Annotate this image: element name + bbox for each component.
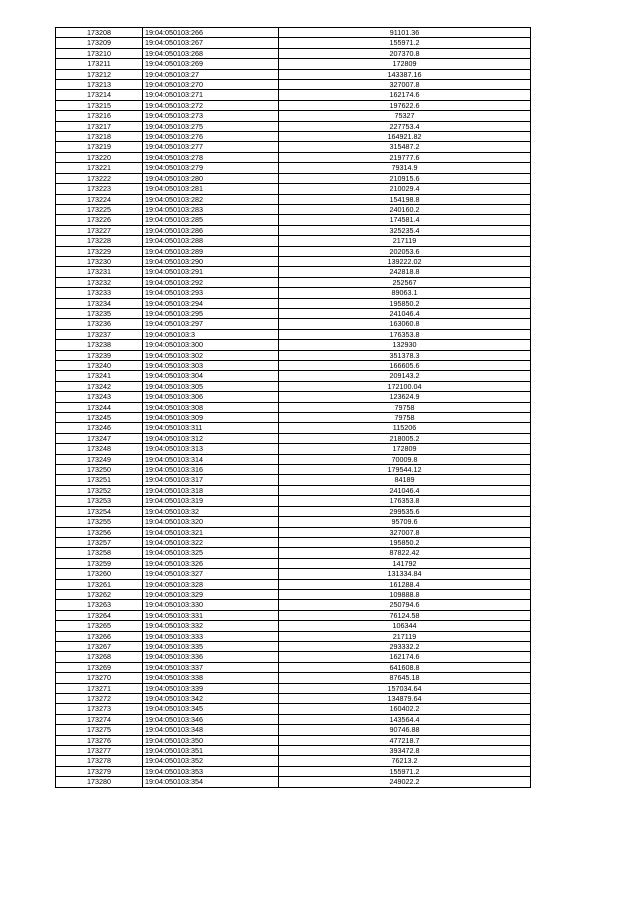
table-row: [56, 735, 531, 745]
table-row: [56, 340, 531, 350]
value-cell: 477218.7: [279, 735, 531, 745]
row-number-cell: 173225: [56, 204, 143, 214]
row-number-cell: 173250: [56, 465, 143, 475]
value-cell: 76124.58: [279, 610, 531, 620]
table-row: [56, 454, 531, 464]
row-number-cell: 173256: [56, 527, 143, 537]
row-number-cell: 173257: [56, 537, 143, 547]
value-cell: 179544.12: [279, 465, 531, 475]
value-cell: 106344: [279, 621, 531, 631]
cadastral-number-cell: 19:04:050103:331: [143, 610, 279, 620]
value-cell: 195850.2: [279, 537, 531, 547]
value-cell: 202053.6: [279, 246, 531, 256]
value-cell: 176353.8: [279, 496, 531, 506]
row-number-cell: 173277: [56, 746, 143, 756]
table-row: [56, 256, 531, 266]
value-cell: 109888.8: [279, 589, 531, 599]
value-cell: 79314.9: [279, 163, 531, 173]
value-cell: 325235.4: [279, 225, 531, 235]
cadastral-number-cell: 19:04:050103:3: [143, 329, 279, 339]
cadastral-number-cell: 19:04:050103:318: [143, 485, 279, 495]
value-cell: 155971.2: [279, 38, 531, 48]
table-row: [56, 246, 531, 256]
value-cell: 132930: [279, 340, 531, 350]
table-row: [56, 392, 531, 402]
table-row: [56, 236, 531, 246]
value-cell: 76213.2: [279, 756, 531, 766]
cadastral-number-cell: 19:04:050103:346: [143, 714, 279, 724]
value-cell: 157034.64: [279, 683, 531, 693]
value-cell: 131334.84: [279, 569, 531, 579]
row-number-cell: 173236: [56, 319, 143, 329]
cadastral-number-cell: 19:04:050103:275: [143, 121, 279, 131]
table-row: [56, 631, 531, 641]
table-row: [56, 485, 531, 495]
cadastral-number-cell: 19:04:050103:332: [143, 621, 279, 631]
value-cell: 209143.2: [279, 371, 531, 381]
cadastral-number-cell: 19:04:050103:300: [143, 340, 279, 350]
value-cell: 141792: [279, 558, 531, 568]
table-row: [56, 465, 531, 475]
row-number-cell: 173218: [56, 132, 143, 142]
row-number-cell: 173271: [56, 683, 143, 693]
value-cell: 79758: [279, 413, 531, 423]
table-row: [56, 444, 531, 454]
table-row: [56, 288, 531, 298]
row-number-cell: 173247: [56, 433, 143, 443]
table-row: [56, 558, 531, 568]
cadastral-number-cell: 19:04:050103:283: [143, 204, 279, 214]
value-cell: 87822.42: [279, 548, 531, 558]
table-row: [56, 725, 531, 735]
value-cell: 174581.4: [279, 215, 531, 225]
row-number-cell: 173280: [56, 777, 143, 787]
table-row: [56, 163, 531, 173]
value-cell: 163060.8: [279, 319, 531, 329]
cadastral-number-cell: 19:04:050103:342: [143, 694, 279, 704]
cadastral-number-cell: 19:04:050103:348: [143, 725, 279, 735]
row-number-cell: 173259: [56, 558, 143, 568]
row-number-cell: 173223: [56, 184, 143, 194]
row-number-cell: 173253: [56, 496, 143, 506]
value-cell: 218005.2: [279, 433, 531, 443]
table-row: [56, 413, 531, 423]
row-number-cell: 173273: [56, 704, 143, 714]
value-cell: 207370.8: [279, 48, 531, 58]
cadastral-number-cell: 19:04:050103:352: [143, 756, 279, 766]
cadastral-number-cell: 19:04:050103:314: [143, 454, 279, 464]
row-number-cell: 173241: [56, 371, 143, 381]
row-number-cell: 173222: [56, 173, 143, 183]
table-row: [56, 517, 531, 527]
row-number-cell: 173248: [56, 444, 143, 454]
cadastral-number-cell: 19:04:050103:327: [143, 569, 279, 579]
cadastral-number-cell: 19:04:050103:294: [143, 298, 279, 308]
table-row: [56, 329, 531, 339]
cadastral-number-cell: 19:04:050103:268: [143, 48, 279, 58]
row-number-cell: 173240: [56, 361, 143, 371]
row-number-cell: 173230: [56, 256, 143, 266]
value-cell: 217119: [279, 236, 531, 246]
table-row: [56, 766, 531, 776]
value-cell: 154198.8: [279, 194, 531, 204]
row-number-cell: 173214: [56, 90, 143, 100]
row-number-cell: 173260: [56, 569, 143, 579]
row-number-cell: 173234: [56, 298, 143, 308]
row-number-cell: 173270: [56, 673, 143, 683]
row-number-cell: 173217: [56, 121, 143, 131]
table-row: [56, 194, 531, 204]
value-cell: 166605.6: [279, 361, 531, 371]
cadastral-number-cell: 19:04:050103:338: [143, 673, 279, 683]
row-number-cell: 173213: [56, 80, 143, 90]
table-row: [56, 308, 531, 318]
value-cell: 176353.8: [279, 329, 531, 339]
value-cell: 87645.18: [279, 673, 531, 683]
table-row: [56, 121, 531, 131]
value-cell: 327007.8: [279, 80, 531, 90]
value-cell: 161288.4: [279, 579, 531, 589]
value-cell: 79758: [279, 402, 531, 412]
row-number-cell: 173224: [56, 194, 143, 204]
value-cell: 241046.4: [279, 308, 531, 318]
table-row: [56, 48, 531, 58]
cadastral-number-cell: 19:04:050103:267: [143, 38, 279, 48]
cadastral-number-cell: 19:04:050103:303: [143, 361, 279, 371]
row-number-cell: 173219: [56, 142, 143, 152]
value-cell: 219777.6: [279, 152, 531, 162]
table-row: [56, 673, 531, 683]
table-row: [56, 579, 531, 589]
table-row: [56, 173, 531, 183]
cadastral-number-cell: 19:04:050103:345: [143, 704, 279, 714]
cadastral-number-cell: 19:04:050103:339: [143, 683, 279, 693]
value-cell: 70009.8: [279, 454, 531, 464]
row-number-cell: 173258: [56, 548, 143, 558]
value-cell: 210915.6: [279, 173, 531, 183]
row-number-cell: 173275: [56, 725, 143, 735]
cadastral-number-cell: 19:04:050103:353: [143, 766, 279, 776]
cadastral-number-cell: 19:04:050103:282: [143, 194, 279, 204]
value-cell: 210029.4: [279, 184, 531, 194]
cadastral-number-cell: 19:04:050103:319: [143, 496, 279, 506]
cadastral-number-cell: 19:04:050103:297: [143, 319, 279, 329]
cadastral-number-cell: 19:04:050103:292: [143, 277, 279, 287]
row-number-cell: 173226: [56, 215, 143, 225]
cadastral-number-cell: 19:04:050103:306: [143, 392, 279, 402]
row-number-cell: 173210: [56, 48, 143, 58]
table-row: [56, 621, 531, 631]
table-row: [56, 589, 531, 599]
cadastral-number-cell: 19:04:050103:290: [143, 256, 279, 266]
cadastral-number-cell: 19:04:050103:269: [143, 59, 279, 69]
table-row: [56, 69, 531, 79]
table-row: [56, 38, 531, 48]
cadastral-number-cell: 19:04:050103:304: [143, 371, 279, 381]
table-row: [56, 80, 531, 90]
cadastral-number-cell: 19:04:050103:328: [143, 579, 279, 589]
cadastral-number-cell: 19:04:050103:295: [143, 308, 279, 318]
cadastral-number-cell: 19:04:050103:325: [143, 548, 279, 558]
value-cell: 351378.3: [279, 350, 531, 360]
cadastral-number-cell: 19:04:050103:330: [143, 600, 279, 610]
table-row: [56, 381, 531, 391]
row-number-cell: 173278: [56, 756, 143, 766]
cadastral-number-cell: 19:04:050103:271: [143, 90, 279, 100]
value-cell: 162174.6: [279, 90, 531, 100]
row-number-cell: 173239: [56, 350, 143, 360]
table-row: [56, 100, 531, 110]
table-row: [56, 204, 531, 214]
row-number-cell: 173212: [56, 69, 143, 79]
row-number-cell: 173272: [56, 694, 143, 704]
value-cell: 134879.64: [279, 694, 531, 704]
value-cell: 143564.4: [279, 714, 531, 724]
row-number-cell: 173215: [56, 100, 143, 110]
value-cell: 299535.6: [279, 506, 531, 516]
row-number-cell: 173249: [56, 454, 143, 464]
cadastral-number-cell: 19:04:050103:279: [143, 163, 279, 173]
row-number-cell: 173229: [56, 246, 143, 256]
table-row: [56, 433, 531, 443]
cadastral-number-cell: 19:04:050103:285: [143, 215, 279, 225]
row-number-cell: 173235: [56, 308, 143, 318]
value-cell: 115206: [279, 423, 531, 433]
table-row: [56, 662, 531, 672]
table-row: [56, 777, 531, 787]
row-number-cell: 173216: [56, 111, 143, 121]
row-number-cell: 173244: [56, 402, 143, 412]
value-cell: 90746.88: [279, 725, 531, 735]
cadastral-number-cell: 19:04:050103:333: [143, 631, 279, 641]
table-row: [56, 423, 531, 433]
cadastral-number-cell: 19:04:050103:322: [143, 537, 279, 547]
row-number-cell: 173252: [56, 485, 143, 495]
table-row: [56, 28, 531, 38]
row-number-cell: 173221: [56, 163, 143, 173]
value-cell: 143387.16: [279, 69, 531, 79]
value-cell: 123624.9: [279, 392, 531, 402]
cadastral-number-cell: 19:04:050103:326: [143, 558, 279, 568]
value-cell: 172809: [279, 444, 531, 454]
row-number-cell: 173261: [56, 579, 143, 589]
cadastral-number-cell: 19:04:050103:312: [143, 433, 279, 443]
row-number-cell: 173246: [56, 423, 143, 433]
row-number-cell: 173211: [56, 59, 143, 69]
value-cell: 139222.02: [279, 256, 531, 266]
table-row: [56, 527, 531, 537]
value-cell: 164921.82: [279, 132, 531, 142]
value-cell: 155971.2: [279, 766, 531, 776]
table-row: [56, 746, 531, 756]
value-cell: 195850.2: [279, 298, 531, 308]
table-row: [56, 90, 531, 100]
row-number-cell: 173276: [56, 735, 143, 745]
table-row: [56, 59, 531, 69]
row-number-cell: 173265: [56, 621, 143, 631]
row-number-cell: 173263: [56, 600, 143, 610]
table-row: [56, 267, 531, 277]
value-cell: 393472.8: [279, 746, 531, 756]
value-cell: 172809: [279, 59, 531, 69]
table-row: [56, 298, 531, 308]
value-cell: 91101.36: [279, 28, 531, 38]
row-number-cell: 173262: [56, 589, 143, 599]
table-row: [56, 152, 531, 162]
table-body: [56, 28, 531, 788]
row-number-cell: 173237: [56, 329, 143, 339]
value-cell: 172100.04: [279, 381, 531, 391]
row-number-cell: 173231: [56, 267, 143, 277]
table-row: [56, 683, 531, 693]
value-cell: 95709.6: [279, 517, 531, 527]
row-number-cell: 173268: [56, 652, 143, 662]
table-row: [56, 610, 531, 620]
cadastral-number-cell: 19:04:050103:32: [143, 506, 279, 516]
cadastral-number-cell: 19:04:050103:277: [143, 142, 279, 152]
cadastral-number-cell: 19:04:050103:289: [143, 246, 279, 256]
table-row: [56, 641, 531, 651]
row-number-cell: 173245: [56, 413, 143, 423]
value-cell: 240160.2: [279, 204, 531, 214]
row-number-cell: 173208: [56, 28, 143, 38]
cadastral-number-cell: 19:04:050103:266: [143, 28, 279, 38]
value-cell: 84189: [279, 475, 531, 485]
row-number-cell: 173255: [56, 517, 143, 527]
cadastral-number-cell: 19:04:050103:309: [143, 413, 279, 423]
table-row: [56, 569, 531, 579]
row-number-cell: 173264: [56, 610, 143, 620]
table-row: [56, 402, 531, 412]
value-cell: 327007.8: [279, 527, 531, 537]
table-row: [56, 714, 531, 724]
data-table: [55, 27, 531, 788]
cadastral-number-cell: 19:04:050103:270: [143, 80, 279, 90]
table-row: [56, 350, 531, 360]
cadastral-number-cell: 19:04:050103:336: [143, 652, 279, 662]
table-row: [56, 537, 531, 547]
value-cell: 252567: [279, 277, 531, 287]
table-row: [56, 111, 531, 121]
cadastral-number-cell: 19:04:050103:311: [143, 423, 279, 433]
row-number-cell: 173209: [56, 38, 143, 48]
table-row: [56, 496, 531, 506]
value-cell: 217119: [279, 631, 531, 641]
cadastral-number-cell: 19:04:050103:354: [143, 777, 279, 787]
row-number-cell: 173266: [56, 631, 143, 641]
row-number-cell: 173227: [56, 225, 143, 235]
cadastral-number-cell: 19:04:050103:351: [143, 746, 279, 756]
table-row: [56, 756, 531, 766]
table-row: [56, 142, 531, 152]
cadastral-number-cell: 19:04:050103:316: [143, 465, 279, 475]
row-number-cell: 173243: [56, 392, 143, 402]
table-row: [56, 225, 531, 235]
cadastral-number-cell: 19:04:050103:337: [143, 662, 279, 672]
cadastral-number-cell: 19:04:050103:281: [143, 184, 279, 194]
row-number-cell: 173220: [56, 152, 143, 162]
table-row: [56, 184, 531, 194]
table-row: [56, 215, 531, 225]
table-row: [56, 277, 531, 287]
value-cell: 75327: [279, 111, 531, 121]
cadastral-number-cell: 19:04:050103:308: [143, 402, 279, 412]
value-cell: 250794.6: [279, 600, 531, 610]
table-row: [56, 319, 531, 329]
row-number-cell: 173233: [56, 288, 143, 298]
cadastral-number-cell: 19:04:050103:273: [143, 111, 279, 121]
row-number-cell: 173232: [56, 277, 143, 287]
table-row: [56, 475, 531, 485]
cadastral-number-cell: 19:04:050103:293: [143, 288, 279, 298]
cadastral-number-cell: 19:04:050103:305: [143, 381, 279, 391]
table-row: [56, 704, 531, 714]
cadastral-number-cell: 19:04:050103:302: [143, 350, 279, 360]
row-number-cell: 173269: [56, 662, 143, 672]
row-number-cell: 173238: [56, 340, 143, 350]
value-cell: 293332.2: [279, 641, 531, 651]
table-row: [56, 361, 531, 371]
table-row: [56, 132, 531, 142]
cadastral-number-cell: 19:04:050103:272: [143, 100, 279, 110]
cadastral-number-cell: 19:04:050103:335: [143, 641, 279, 651]
value-cell: 162174.6: [279, 652, 531, 662]
cadastral-number-cell: 19:04:050103:350: [143, 735, 279, 745]
table-row: [56, 506, 531, 516]
row-number-cell: 173279: [56, 766, 143, 776]
cadastral-number-cell: 19:04:050103:313: [143, 444, 279, 454]
cadastral-number-cell: 19:04:050103:291: [143, 267, 279, 277]
row-number-cell: 173242: [56, 381, 143, 391]
row-number-cell: 173251: [56, 475, 143, 485]
cadastral-number-cell: 19:04:050103:288: [143, 236, 279, 246]
cadastral-number-cell: 19:04:050103:317: [143, 475, 279, 485]
table-row: [56, 548, 531, 558]
row-number-cell: 173267: [56, 641, 143, 651]
table-row: [56, 652, 531, 662]
row-number-cell: 173274: [56, 714, 143, 724]
value-cell: 241046.4: [279, 485, 531, 495]
cadastral-number-cell: 19:04:050103:329: [143, 589, 279, 599]
value-cell: 160402.2: [279, 704, 531, 714]
value-cell: 197622.6: [279, 100, 531, 110]
row-number-cell: 173254: [56, 506, 143, 516]
table-row: [56, 371, 531, 381]
cadastral-number-cell: 19:04:050103:286: [143, 225, 279, 235]
value-cell: 242818.8: [279, 267, 531, 277]
value-cell: 249022.2: [279, 777, 531, 787]
cadastral-number-cell: 19:04:050103:320: [143, 517, 279, 527]
cadastral-number-cell: 19:04:050103:321: [143, 527, 279, 537]
row-number-cell: 173228: [56, 236, 143, 246]
value-cell: 641608.8: [279, 662, 531, 672]
table-row: [56, 600, 531, 610]
value-cell: 89063.1: [279, 288, 531, 298]
cadastral-number-cell: 19:04:050103:280: [143, 173, 279, 183]
cadastral-number-cell: 19:04:050103:27: [143, 69, 279, 79]
value-cell: 315487.2: [279, 142, 531, 152]
cadastral-number-cell: 19:04:050103:278: [143, 152, 279, 162]
table-row: [56, 694, 531, 704]
cadastral-number-cell: 19:04:050103:276: [143, 132, 279, 142]
value-cell: 227753.4: [279, 121, 531, 131]
